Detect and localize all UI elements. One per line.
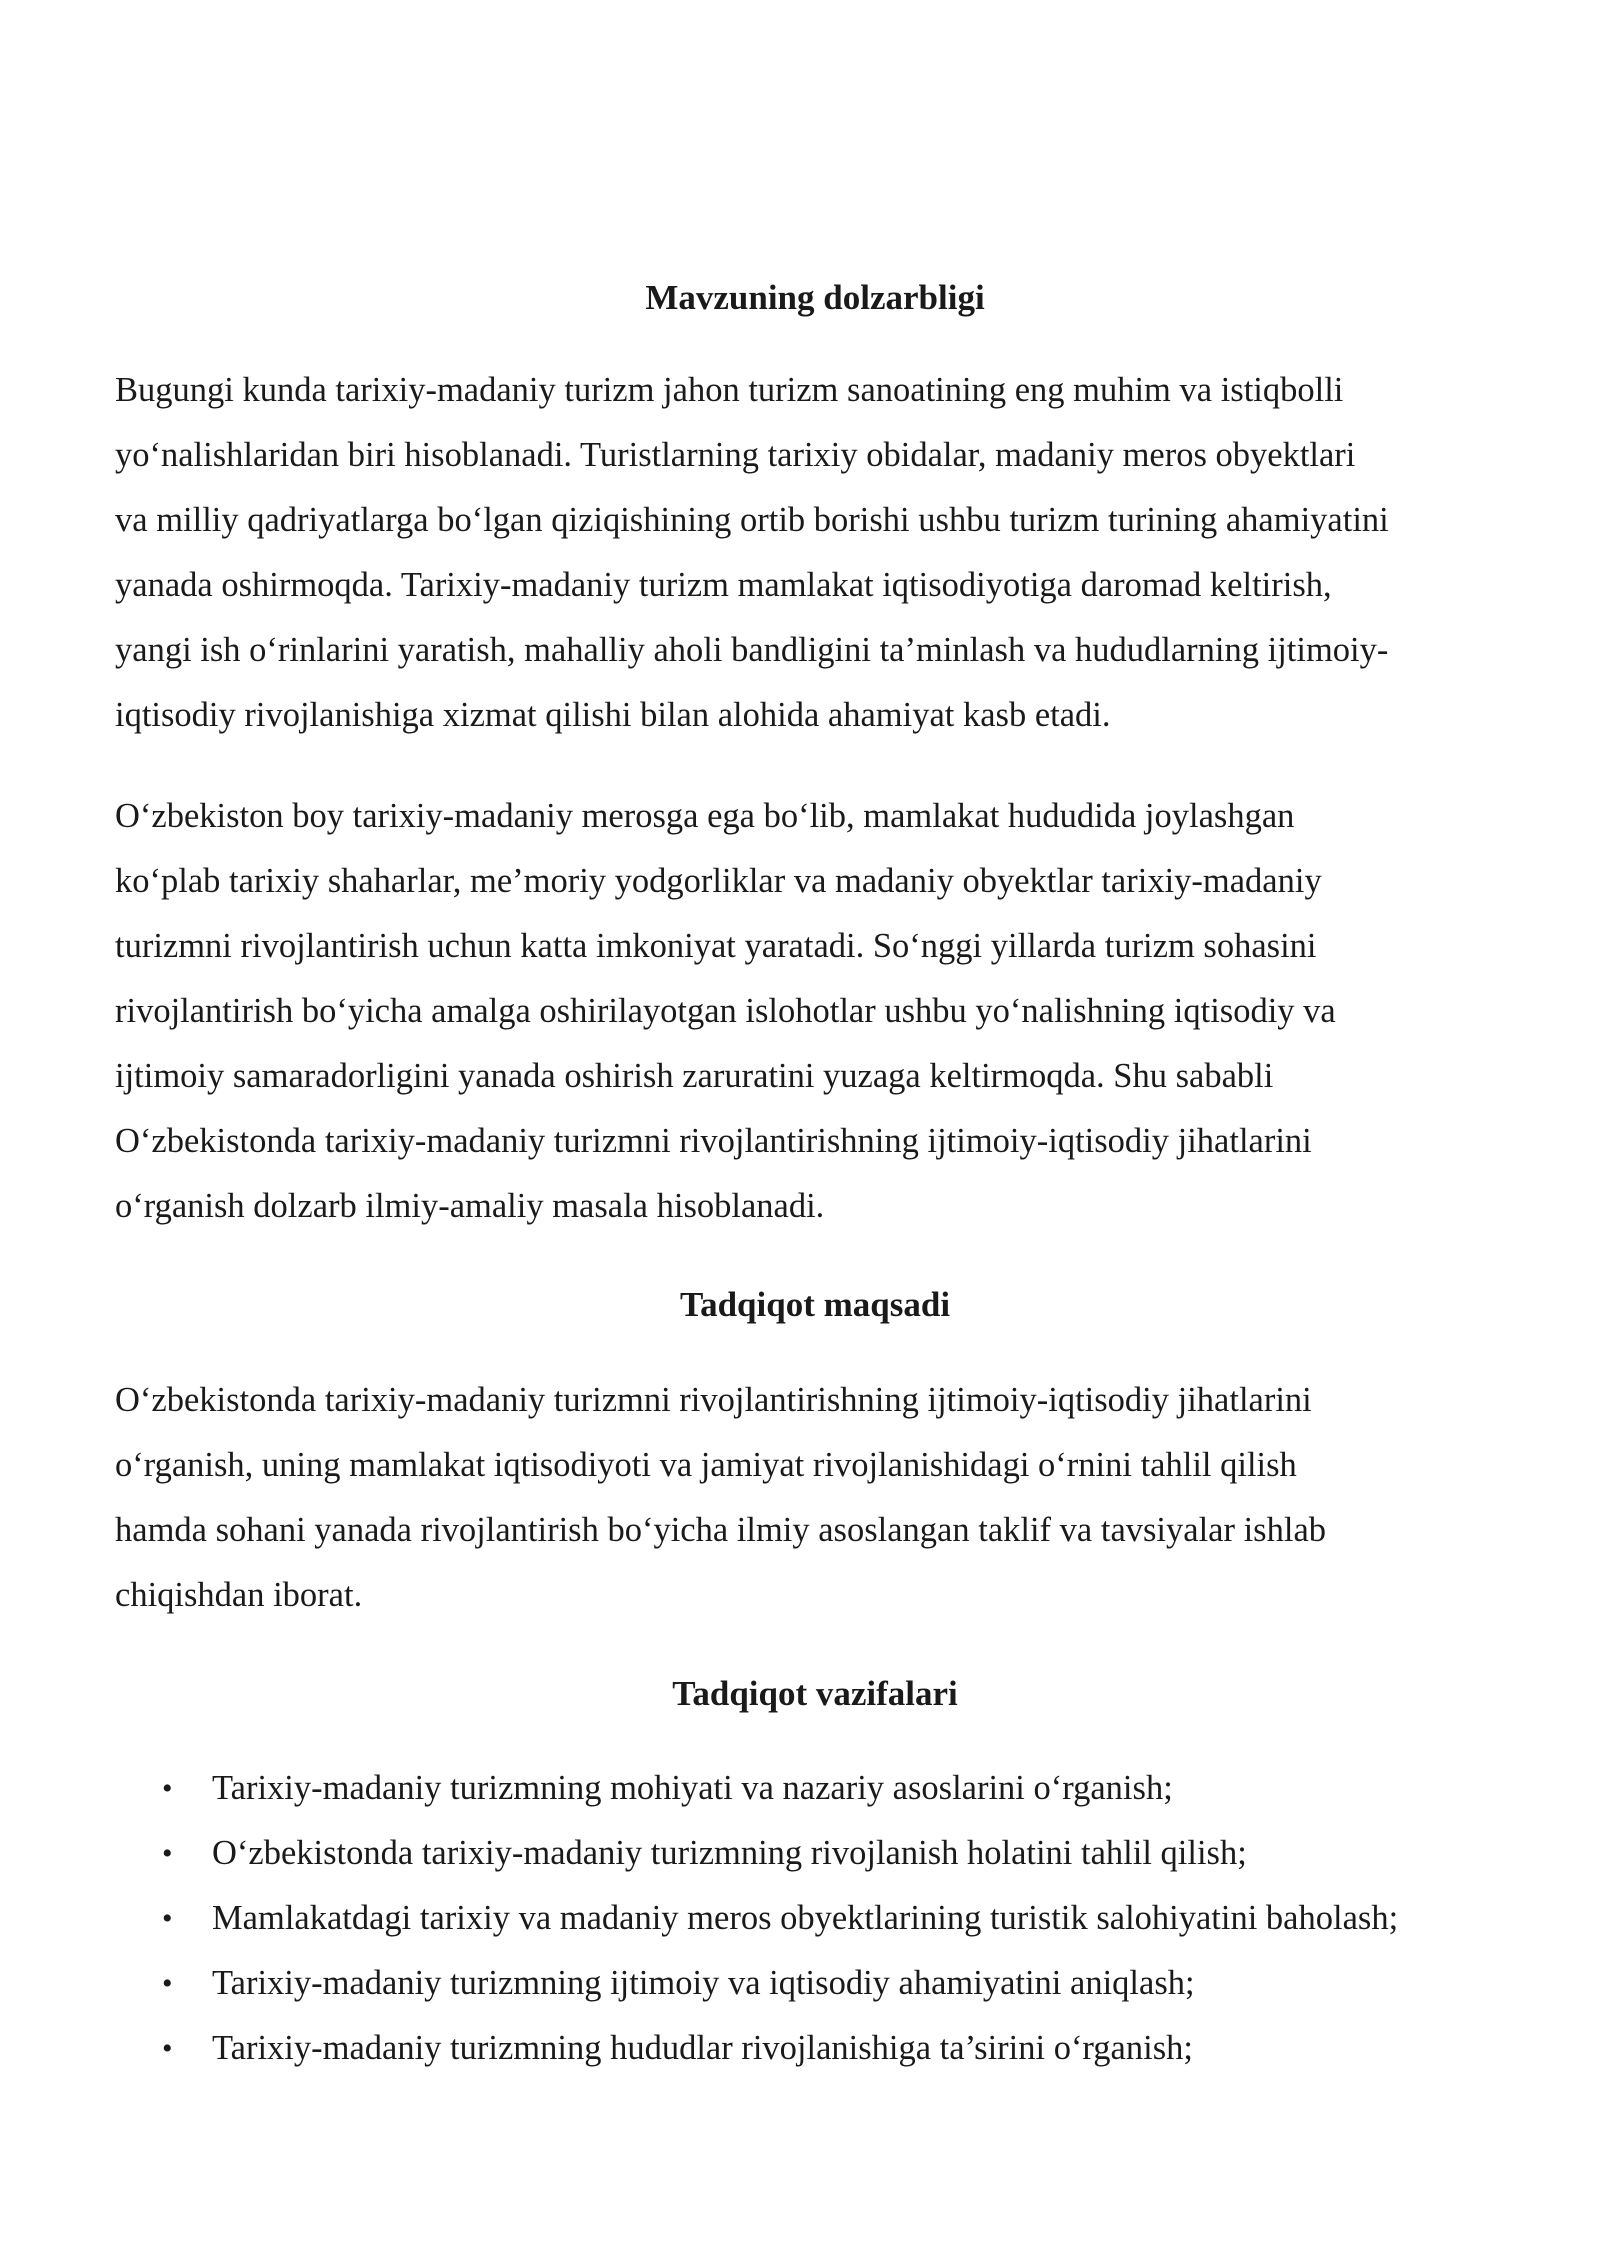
list-item-text: Mamlakatdagi tarixiy va madaniy meros obyektlarining turistik salohiyatini baholash; [212,1899,1399,1937]
document-page [115,270,1515,2081]
list-item [115,1886,1515,1951]
list-item [115,1821,1515,1886]
list-item [115,2016,1515,2081]
tasks-list [115,1756,1515,2081]
text-line: o‘rganish dolzarb ilmiy-amaliy masala hisoblanadi. [115,1187,825,1225]
section-heading-goal: Tadqiqot maqsadi [679,1285,951,1324]
list-item [115,1756,1515,1821]
section-heading-relevance: Mavzuning dolzarbligi [645,278,985,317]
text-line: iqtisodiy rivojlanishiga xizmat qilishi bilan alohida ahamiyat kasb etadi. [115,696,1111,734]
bullet-icon: • [162,1837,173,1870]
text-line: O‘zbekiston boy tarixiy-madaniy merosga ega bo‘lib, mamlakat hududida joylashgan [115,797,1295,835]
text-line: yangi ish o‘rinlarini yaratish, mahalliy aholi bandligini ta’minlash va hududlarning ijtimoiy- [115,631,1389,669]
list-item-text: Tarixiy-madaniy turizmning hududlar rivojlanishiga ta’sirini o‘rganish; [212,2029,1193,2067]
text-line: hamda sohani yanada rivojlantirish bo‘yicha ilmiy asoslangan taklif va tavsiyalar ishlab [115,1511,1327,1549]
text-line: rivojlantirish bo‘yicha amalga oshirilayotgan islohotlar ushbu yo‘nalishning iqtisodiy va [115,992,1336,1030]
text-line: o‘rganish, uning mamlakat iqtisodiyoti va jamiyat rivojlanishidagi o‘rnini tahlil qilish [115,1446,1297,1484]
section-heading-tasks: Tadqiqot vazifalari [672,1674,958,1713]
text-line: Bugungi kunda tarixiy-madaniy turizm jahon turizm sanoatining eng muhim va istiqbolli [115,371,1344,409]
text-line: va milliy qadriyatlarga bo‘lgan qiziqishining ortib borishi ushbu turizm turining ahamiyatini [115,501,1389,539]
list-item-text: Tarixiy-madaniy turizmning mohiyati va nazariy asoslarini o‘rganish; [212,1769,1173,1807]
bullet-icon: • [162,1772,173,1805]
text-line: chiqishdan iborat. [115,1576,363,1614]
text-line: ijtimoiy samaradorligini yanada oshirish zaruratini yuzaga keltirmoqda. Shu sababli [115,1057,1274,1095]
list-item-text: Tarixiy-madaniy turizmning ijtimoiy va iqtisodiy ahamiyatini aniqlash; [212,1964,1195,2002]
text-line: O‘zbekistonda tarixiy-madaniy turizmni rivojlantirishning ijtimoiy-iqtisodiy jihatlarini [115,1122,1312,1160]
text-line: yo‘nalishlaridan biri hisoblanadi. Turistlarning tarixiy obidalar, madaniy meros obyektlari [115,436,1356,474]
paragraph-goal [115,1368,1515,1628]
paragraph-relevance-1 [115,358,1515,748]
bullet-icon: • [162,1902,173,1935]
paragraph-relevance-2 [115,784,1515,1239]
text-line: O‘zbekistonda tarixiy-madaniy turizmni rivojlantirishning ijtimoiy-iqtisodiy jihatlarini [115,1381,1312,1419]
list-item-text: O‘zbekistonda tarixiy-madaniy turizmning rivojlanish holatini tahlil qilish; [212,1834,1247,1872]
bullet-icon: • [162,1967,173,2000]
text-line: yanada oshirmoqda. Tarixiy-madaniy turizm mamlakat iqtisodiyotiga daromad keltirish, [115,566,1332,604]
list-item [115,1951,1515,2016]
bullet-icon: • [162,2032,173,2065]
text-line: turizmni rivojlantirish uchun katta imkoniyat yaratadi. So‘nggi yillarda turizm sohasini [115,927,1317,965]
text-line: ko‘plab tarixiy shaharlar, me’moriy yodgorliklar va madaniy obyektlar tarixiy-madaniy [115,862,1322,900]
